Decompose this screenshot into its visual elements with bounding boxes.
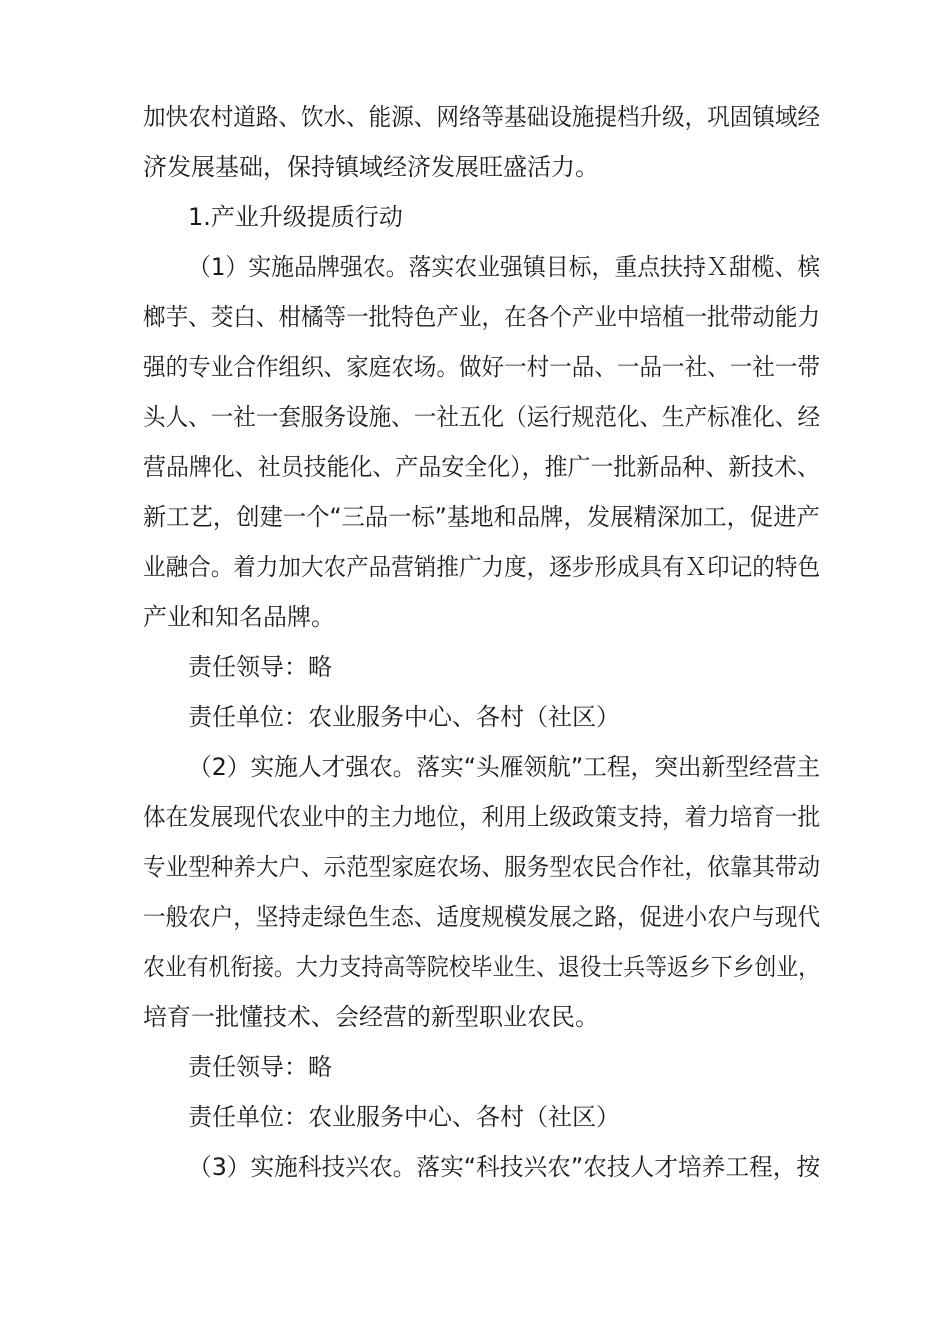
paragraph-line: 体在发展现代农业中的主力地位，利用上级政策支持，着力培育一批	[143, 803, 821, 831]
paragraph-line: 加快农村道路、饮水、能源、网络等基础设施提档升级，巩固镇域经	[143, 103, 821, 131]
section-heading: 1.产业升级提质行动	[188, 203, 403, 231]
responsible-unit: 责任单位：农业服务中心、各村（社区）	[188, 703, 620, 731]
responsible-leader: 责任领导：略	[188, 653, 332, 681]
paragraph-line: 产业和知名品牌。	[143, 603, 335, 631]
paragraph-line: 新工艺，创建一个“三品一标”基地和品牌，发展精深加工，促进产	[143, 503, 820, 531]
paragraph-line: 头人、一社一套服务设施、一社五化（运行规范化、生产标准化、经	[143, 403, 821, 431]
paragraph-line: 农业有机衔接。大力支持高等院校毕业生、退役士兵等返乡下乡创业，	[143, 953, 820, 981]
paragraph-line: （1）实施品牌强农。落实农业强镇目标，重点扶持Ｘ甜榄、槟	[188, 253, 821, 281]
paragraph-line: 一般农户，坚持走绿色生态、适度规模发展之路，促进小农户与现代	[143, 903, 821, 931]
paragraph-line: （3）实施科技兴农。落实“科技兴农”农技人才培养工程，按	[188, 1153, 821, 1181]
paragraph-line: 培育一批懂技术、会经营的新型职业农民。	[143, 1003, 599, 1031]
paragraph-line: 强的专业合作组织、家庭农场。做好一村一品、一品一社、一社一带	[143, 353, 821, 381]
paragraph-line: 榔芋、茭白、柑橘等一批特色产业，在各个产业中培植一批带动能力	[143, 303, 821, 331]
paragraph-line: 专业型种养大户、示范型家庭农场、服务型农民合作社，依靠其带动	[143, 853, 821, 881]
responsible-unit: 责任单位：农业服务中心、各村（社区）	[188, 1103, 620, 1131]
paragraph-line: 业融合。着力加大农产品营销推广力度，逐步形成具有Ｘ印记的特色	[143, 553, 821, 581]
paragraph-line: 营品牌化、社员技能化、产品安全化），推广一批新品种、新技术、	[143, 453, 820, 481]
responsible-leader: 责任领导：略	[188, 1053, 332, 1081]
paragraph-line: （2）实施人才强农。落实“头雁领航”工程，突出新型经营主	[188, 753, 821, 781]
paragraph-line: 济发展基础，保持镇域经济发展旺盛活力。	[143, 153, 599, 181]
